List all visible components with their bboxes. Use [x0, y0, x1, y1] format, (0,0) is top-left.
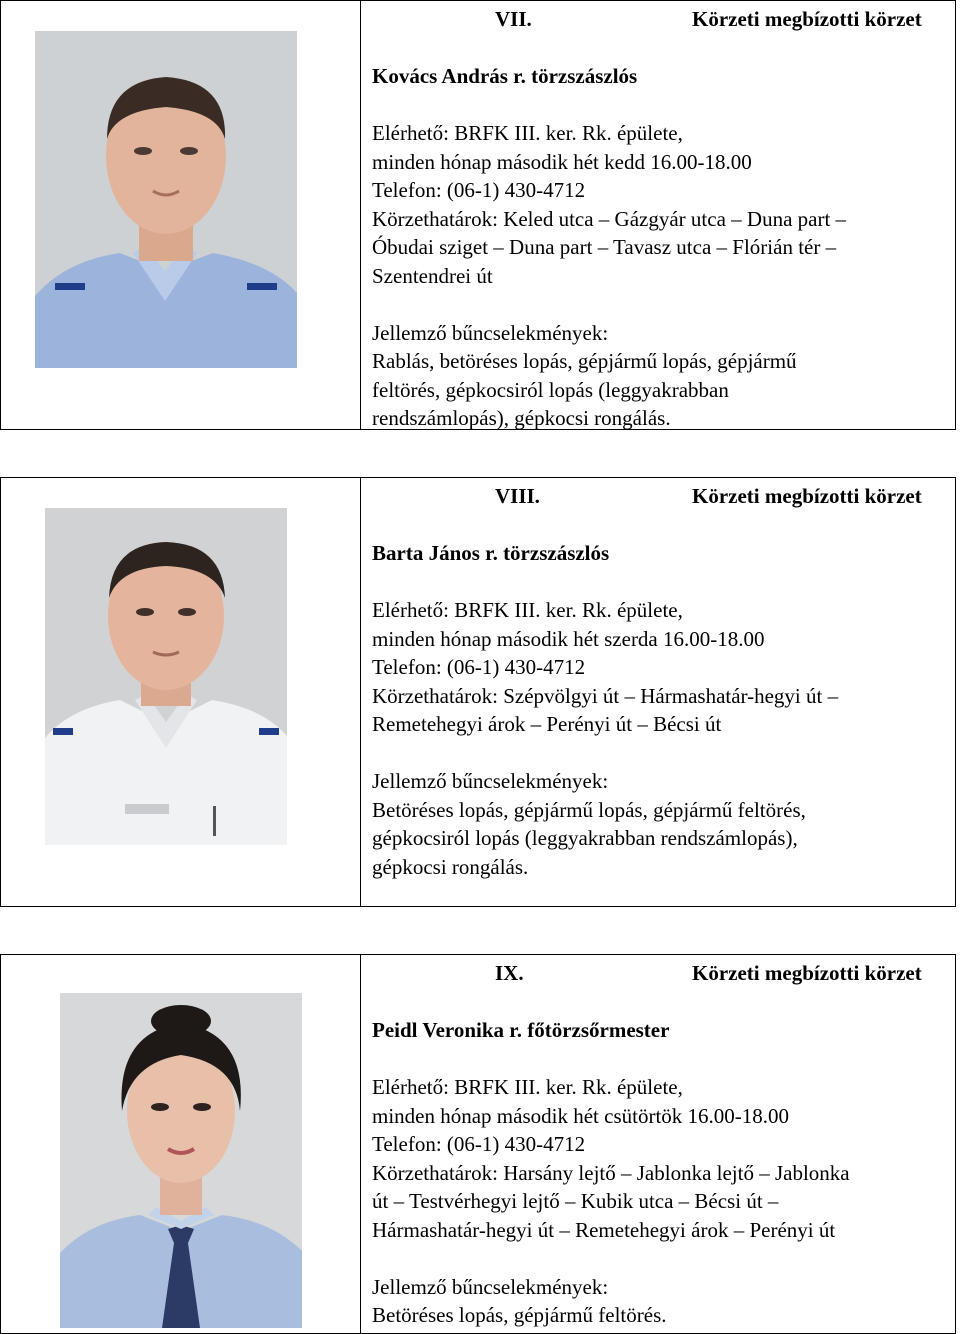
- officer-name: Kovács András r. törzszászlós: [372, 64, 638, 88]
- officer-photo-peidl: [60, 993, 302, 1328]
- crimes-line: rendszámlopás), gépkocsi rongálás.: [372, 406, 671, 430]
- crimes-line: Betöréses lopás, gépjármű lopás, gépjármű feltörés,: [372, 797, 806, 822]
- boundaries-line: út – Testvérhegyi lejtő – Kubik utca – Bécsi út –: [372, 1189, 779, 1213]
- crimes-line: feltörés, gépkocsiról lopás (leggyakrabban: [372, 377, 729, 402]
- crimes-label: Jellemző bűncselekmények:: [372, 320, 609, 345]
- phone-number: Telefon: (06-1) 430-4712: [372, 1132, 586, 1156]
- boundaries-line: Hármashatár-hegyi út – Remetehegyi árok – Perényi út: [372, 1217, 836, 1242]
- phone-number: Telefon: (06-1) 430-4712: [372, 178, 586, 202]
- section-heading: [372, 5, 955, 34]
- boundaries-line: Szentendrei út: [372, 263, 493, 288]
- district-number: VII.: [495, 7, 532, 31]
- section-heading: [372, 482, 955, 511]
- availability-time: minden hónap második hét szerda 16.00-18.00: [372, 626, 765, 651]
- section-title: Körzeti megbízotti körzet: [692, 484, 922, 508]
- officer-name: Barta János r. törzszászlós: [372, 541, 610, 565]
- crimes-line: Betöréses lopás, gépjármű feltörés.: [372, 1303, 667, 1327]
- officer-name: Peidl Veronika r. főtörzsőrmester: [372, 1018, 670, 1042]
- section-title: Körzeti megbízotti körzet: [692, 7, 922, 31]
- crimes-label: Jellemző bűncselekmények:: [372, 769, 609, 793]
- district-number: IX.: [495, 961, 524, 985]
- portrait-svg: [60, 993, 302, 1328]
- officer-photo-barta: [45, 508, 287, 845]
- crimes-line: Rablás, betöréses lopás, gépjármű lopás, gépjármű: [372, 349, 797, 373]
- officer-info-ix: [372, 959, 955, 1330]
- availability-time: minden hónap második hét kedd 16.00-18.00: [372, 149, 752, 174]
- boundaries-line: Remetehegyi árok – Perényi út – Bécsi út: [372, 712, 722, 736]
- officer-info-viii: [372, 482, 955, 881]
- availability-location: Elérhető: BRFK III. ker. Rk. épülete,: [372, 598, 683, 622]
- availability-location: Elérhető: BRFK III. ker. Rk. épülete,: [372, 1075, 683, 1099]
- phone-number: Telefon: (06-1) 430-4712: [372, 655, 586, 679]
- portrait-svg: [45, 508, 287, 845]
- officer-photo-kovacs: [35, 31, 297, 368]
- boundaries-line: Körzethatárok: Keled utca – Gázgyár utca – Duna part –: [372, 206, 847, 231]
- boundaries-line: Óbudai sziget – Duna part – Tavasz utca – Flórián tér –: [372, 235, 837, 259]
- officer-card-vii: [0, 0, 956, 430]
- card-divider: [360, 478, 361, 906]
- card-divider: [360, 955, 361, 1333]
- boundaries-line: Körzethatárok: Harsány lejtő – Jablonka lejtő – Jablonka: [372, 1160, 850, 1185]
- officer-info-vii: [372, 5, 955, 433]
- crimes-line: gépkocsiról lopás (leggyakrabban rendszámlopás),: [372, 826, 798, 850]
- district-number: VIII.: [495, 484, 540, 508]
- officer-card-viii: [0, 477, 956, 907]
- availability-location: Elérhető: BRFK III. ker. Rk. épülete,: [372, 121, 683, 145]
- section-heading: [372, 959, 955, 988]
- crimes-label: Jellemző bűncselekmények:: [372, 1274, 609, 1299]
- card-divider: [360, 1, 361, 429]
- portrait-svg: [35, 31, 297, 368]
- crimes-line: gépkocsi rongálás.: [372, 854, 529, 879]
- boundaries-line: Körzethatárok: Szépvölgyi út – Hármashatár-hegyi út –: [372, 683, 839, 708]
- section-title: Körzeti megbízotti körzet: [692, 961, 922, 985]
- officer-card-ix: [0, 954, 956, 1334]
- availability-time: minden hónap második hét csütörtök 16.00-18.00: [372, 1103, 790, 1128]
